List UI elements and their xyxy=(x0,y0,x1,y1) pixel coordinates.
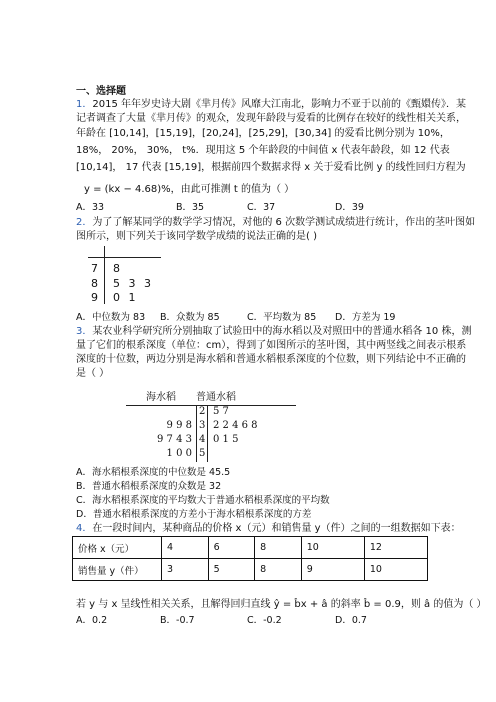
q2-stem: 7 xyxy=(91,262,98,275)
q1-line-1: 1．2015 年年岁史诗大剧《芈月传》风靡大江南北，影响力不亚于以前的《甄嬛传》．某 xyxy=(76,99,467,110)
q2-line-2: 图所示，则下列关于该同学数学成绩的说法正确的是( ) xyxy=(76,231,317,242)
table-cell: 9 xyxy=(301,559,364,581)
q3-stem: 5 xyxy=(199,448,206,459)
q4-option-d[interactable]: D．0.7 xyxy=(335,615,367,626)
q3-right-leaves: 2 2 4 6 8 xyxy=(213,420,258,431)
q3-plot-vline-left xyxy=(196,405,197,462)
q3-plot-hline xyxy=(126,405,296,406)
q3-left-leaves: 1 0 0 xyxy=(166,448,192,459)
q2-stem: 8 xyxy=(91,277,98,290)
q1-line-4: 18%， 20%， 30%， t%．现用这 5 个年龄段的中间值 x 代表年龄段，如 12 代表 xyxy=(76,145,450,156)
q3-option-a[interactable]: A．海水稻根系深度的中位数是 45.5 xyxy=(76,467,231,478)
q1-line-5: [10,14]， 17 代表 [15,19]，根据前四个数据求得 x 关于爱看比例 y 的线性回归方程为 xyxy=(76,162,466,173)
q3-option-c[interactable]: C．海水稻根系深度的平均数大于普通水稻根系深度的平均数 xyxy=(76,495,330,506)
q3-number: 3． xyxy=(76,326,93,337)
q1-line-2: 记者调查了大量《芈月传》的观众，发现年龄段与爱看的比例存在较好的线性相关关系， xyxy=(76,113,466,124)
table-cell: 8 xyxy=(255,537,302,559)
table-cell: 4 xyxy=(162,537,209,559)
q4-row2-label: 销售量 y（件） xyxy=(73,559,162,581)
q2-leaves: 5 3 3 xyxy=(113,277,151,290)
table-cell: 5 xyxy=(208,559,255,581)
q1-option-b[interactable]: B．35 xyxy=(176,202,205,213)
q4-condition-line: 若 y 与 x 呈线性相关关系，且解得回归直线 ŷ = b̂x + â 的斜率 b̂ = 0.9，则 â 的值为（ ） xyxy=(76,599,487,610)
table-cell: 10 xyxy=(301,537,364,559)
section-title: 一、选择题 xyxy=(76,86,126,97)
q4-row1-label: 价格 x（元） xyxy=(73,537,162,559)
q3-left-leaves: 9 9 8 xyxy=(166,420,192,431)
table-row xyxy=(73,559,428,581)
q3-left-leaves: 9 7 4 3 xyxy=(157,434,192,445)
q1-number: 1． xyxy=(76,99,93,110)
q3-stem: 4 xyxy=(199,434,206,445)
q2-option-a[interactable]: A．中位数为 83 xyxy=(76,312,146,323)
q4-data-table xyxy=(72,536,428,581)
table-cell: 6 xyxy=(208,537,255,559)
q2-leaves: 0 1 xyxy=(113,291,136,304)
q2-line-1: 2．为了了解某同学的数学学习情况，对他的 6 次数学测试成绩进行统计，作出的茎叶图如 xyxy=(76,217,476,228)
q3-plot-vline-right xyxy=(207,405,208,462)
q3-option-d[interactable]: D．普通水稻根系深度的方差小于海水稻根系深度的方差 xyxy=(76,509,312,520)
q3-stem: 3 xyxy=(199,420,206,431)
table-cell: 8 xyxy=(255,559,302,581)
q3-line-1: 3．某农业科学研究所分别抽取了试验田中的海水稻以及对照田中的普通水稻各 10 株，测 xyxy=(76,326,472,337)
q4-option-a[interactable]: A．0.2 xyxy=(76,615,108,626)
q3-line-4: 是（ ） xyxy=(76,368,110,379)
q3-right-leaves: 5 7 xyxy=(213,406,229,417)
q1-line-3: 年龄在 [10,14]，[15,19]，[20,24]，[25,29]，[30,34] 的爱看比例分别为 10%， xyxy=(76,128,450,139)
q1-option-d[interactable]: D．39 xyxy=(335,202,364,213)
table-cell: 10 xyxy=(364,559,427,581)
q1-option-a[interactable]: A．33 xyxy=(76,202,105,213)
table-cell: 12 xyxy=(364,537,427,559)
q2-option-b[interactable]: B．众数为 85 xyxy=(160,312,220,323)
q2-leaves: 8 xyxy=(113,262,120,275)
q3-left-label: 海水稻 xyxy=(146,392,176,403)
q2-stem: 9 xyxy=(91,291,98,304)
q2-plot-hline xyxy=(88,257,161,258)
q4-number: 4． xyxy=(76,523,93,534)
table-cell: 3 xyxy=(162,559,209,581)
q4-option-c[interactable]: C．-0.2 xyxy=(247,615,282,626)
q4-option-b[interactable]: B．-0.7 xyxy=(160,615,195,626)
q2-number: 2． xyxy=(76,217,93,228)
q3-option-b[interactable]: B．普通水稻根系深度的众数是 32 xyxy=(76,481,222,492)
q4-line-1: 4．在一段时间内，某种商品的价格 x（元）和销售量 y（件）之间的一组数据如下表： xyxy=(76,523,461,534)
q1-option-c[interactable]: C．37 xyxy=(247,202,276,213)
q1-line-6: y = (kx − 4.68)%，由此可推测 t 的值为（ ） xyxy=(84,184,295,195)
q3-line-2: 量了它们的根系深度（单位：cm），得到了如图所示的茎叶图，其中两竖线之间表示根系 xyxy=(76,340,467,351)
q2-option-d[interactable]: D．方差为 19 xyxy=(335,312,396,323)
q2-option-c[interactable]: C．平均数为 85 xyxy=(247,312,317,323)
q3-line-3: 深度的十位数，两边分别是海水稻和普通水稻根系深度的个位数，则下列结论中不正确的 xyxy=(76,354,466,365)
q3-stem: 2 xyxy=(199,406,206,417)
q3-right-label: 普通水稻 xyxy=(196,392,236,403)
table-row xyxy=(73,537,428,559)
q3-right-leaves: 0 1 5 xyxy=(213,434,239,445)
q2-plot-vline xyxy=(104,246,105,304)
